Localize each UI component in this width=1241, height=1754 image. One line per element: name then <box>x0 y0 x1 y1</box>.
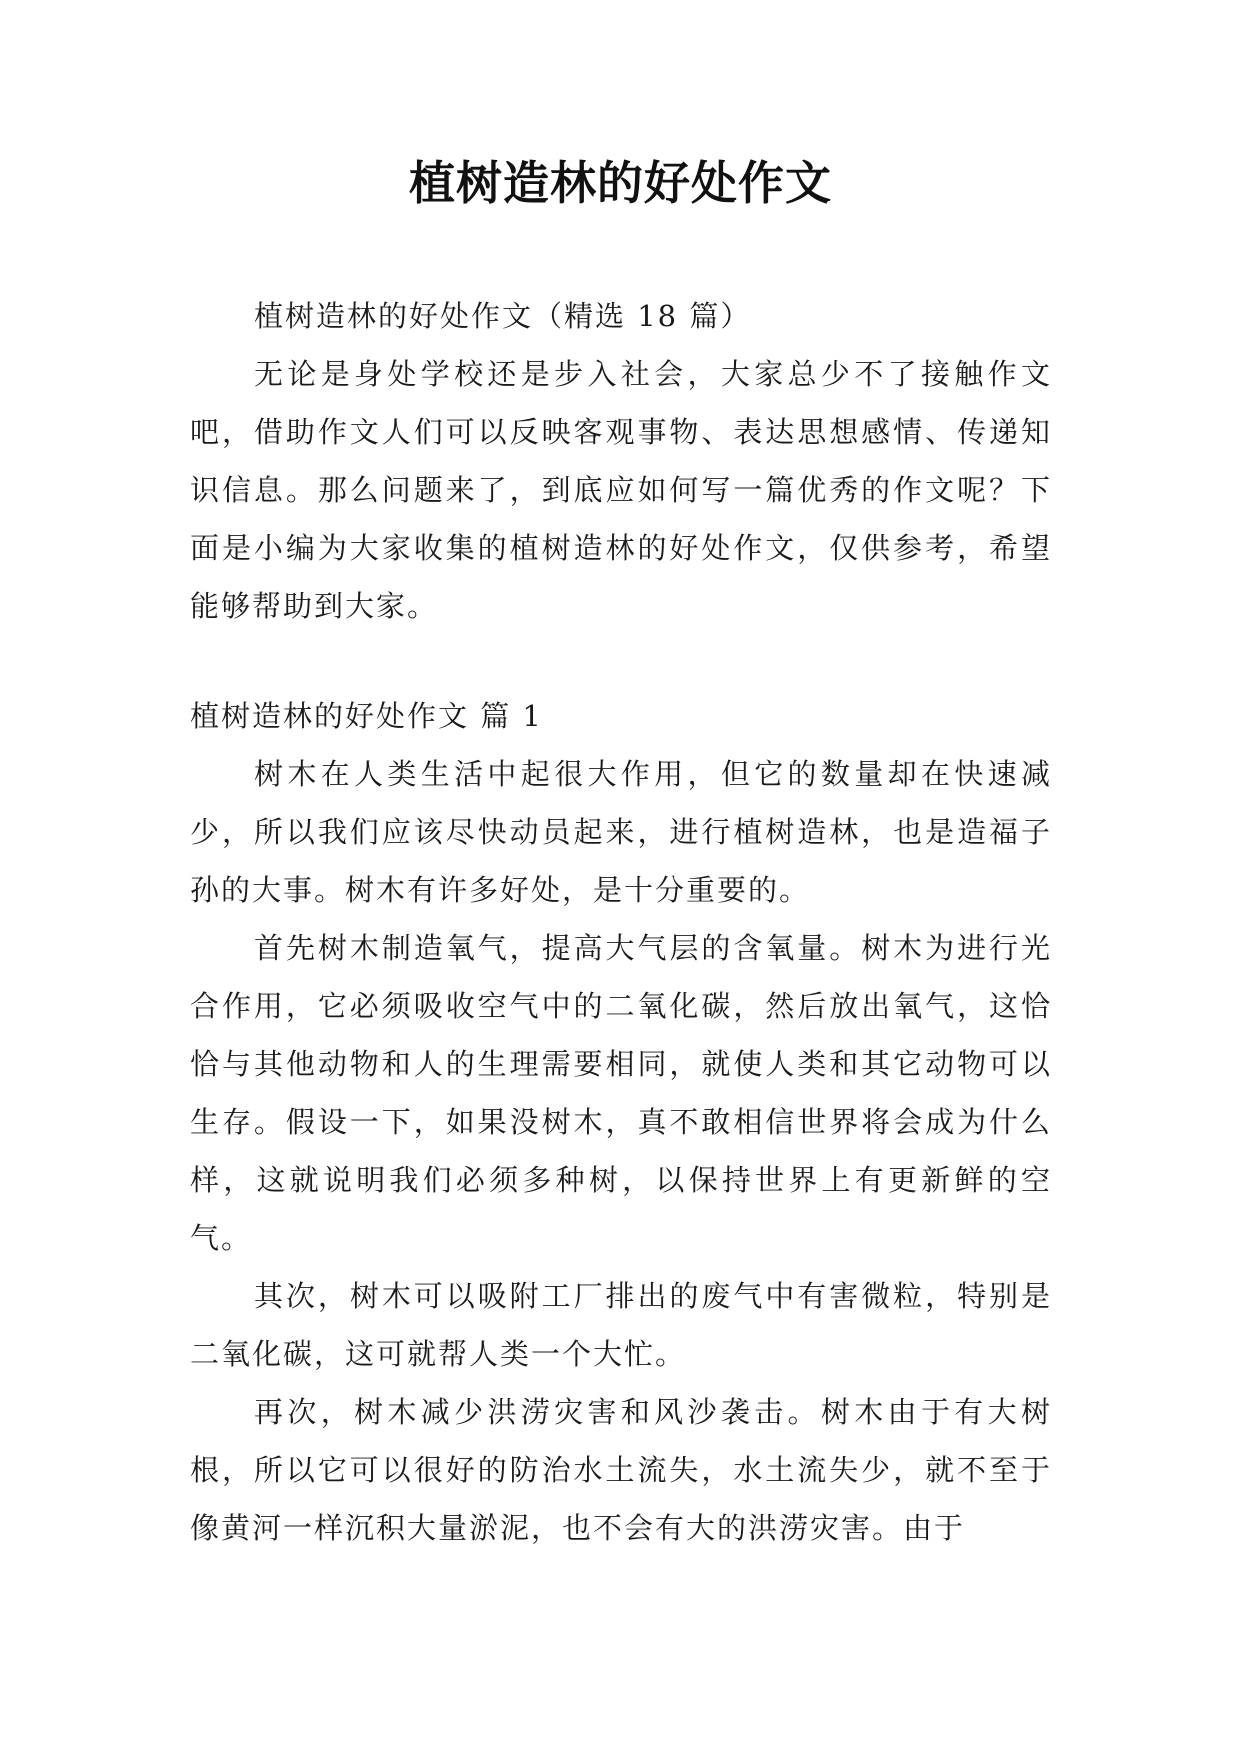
intro-subtitle: 植树造林的好处作文（精选 18 篇） <box>254 299 752 333</box>
section-paragraph-3: 其次，树木可以吸附工厂排出的废气中有害微粒，特别是二氧化碳，这可就帮人类一个大忙。 <box>190 1279 1052 1371</box>
document-body <box>190 287 1052 1557</box>
intro-paragraph: 无论是身处学校还是步入社会，大家总少不了接触作文吧，借助作文人们可以反映客观事物、表达思想感情、传递知识信息。那么问题来了，到底应如何写一篇优秀的作文呢？下面是小编为大家收集的植树造林的好处作文，仅供参考，希望能够帮助到大家。 <box>190 357 1052 623</box>
section-paragraph-4: 再次，树木减少洪涝灾害和风沙袭击。树木由于有大树根，所以它可以很好的防治水土流失，水土流失少，就不至于像黄河一样沉积大量淤泥，也不会有大的洪涝灾害。由于 <box>190 1395 1052 1545</box>
section-heading: 植树造林的好处作文 篇 1 <box>190 699 543 733</box>
section-paragraph-1: 树木在人类生活中起很大作用，但它的数量却在快速减少，所以我们应该尽快动员起来，进行植树造林，也是造福子孙的大事。树木有许多好处，是十分重要的。 <box>190 757 1052 907</box>
document-title: 植树造林的好处作文 <box>409 156 832 210</box>
section-paragraph-2: 首先树木制造氧气，提高大气层的含氧量。树木为进行光合作用，它必须吸收空气中的二氧化碳，然后放出氧气，这恰恰与其他动物和人的生理需要相同，就使人类和其它动物可以生存。假设一下，如果没树木，真不敢相信世界将会成为什么样，这就说明我们必须多种树，以保持世界上有更新鲜的空气。 <box>190 931 1052 1255</box>
